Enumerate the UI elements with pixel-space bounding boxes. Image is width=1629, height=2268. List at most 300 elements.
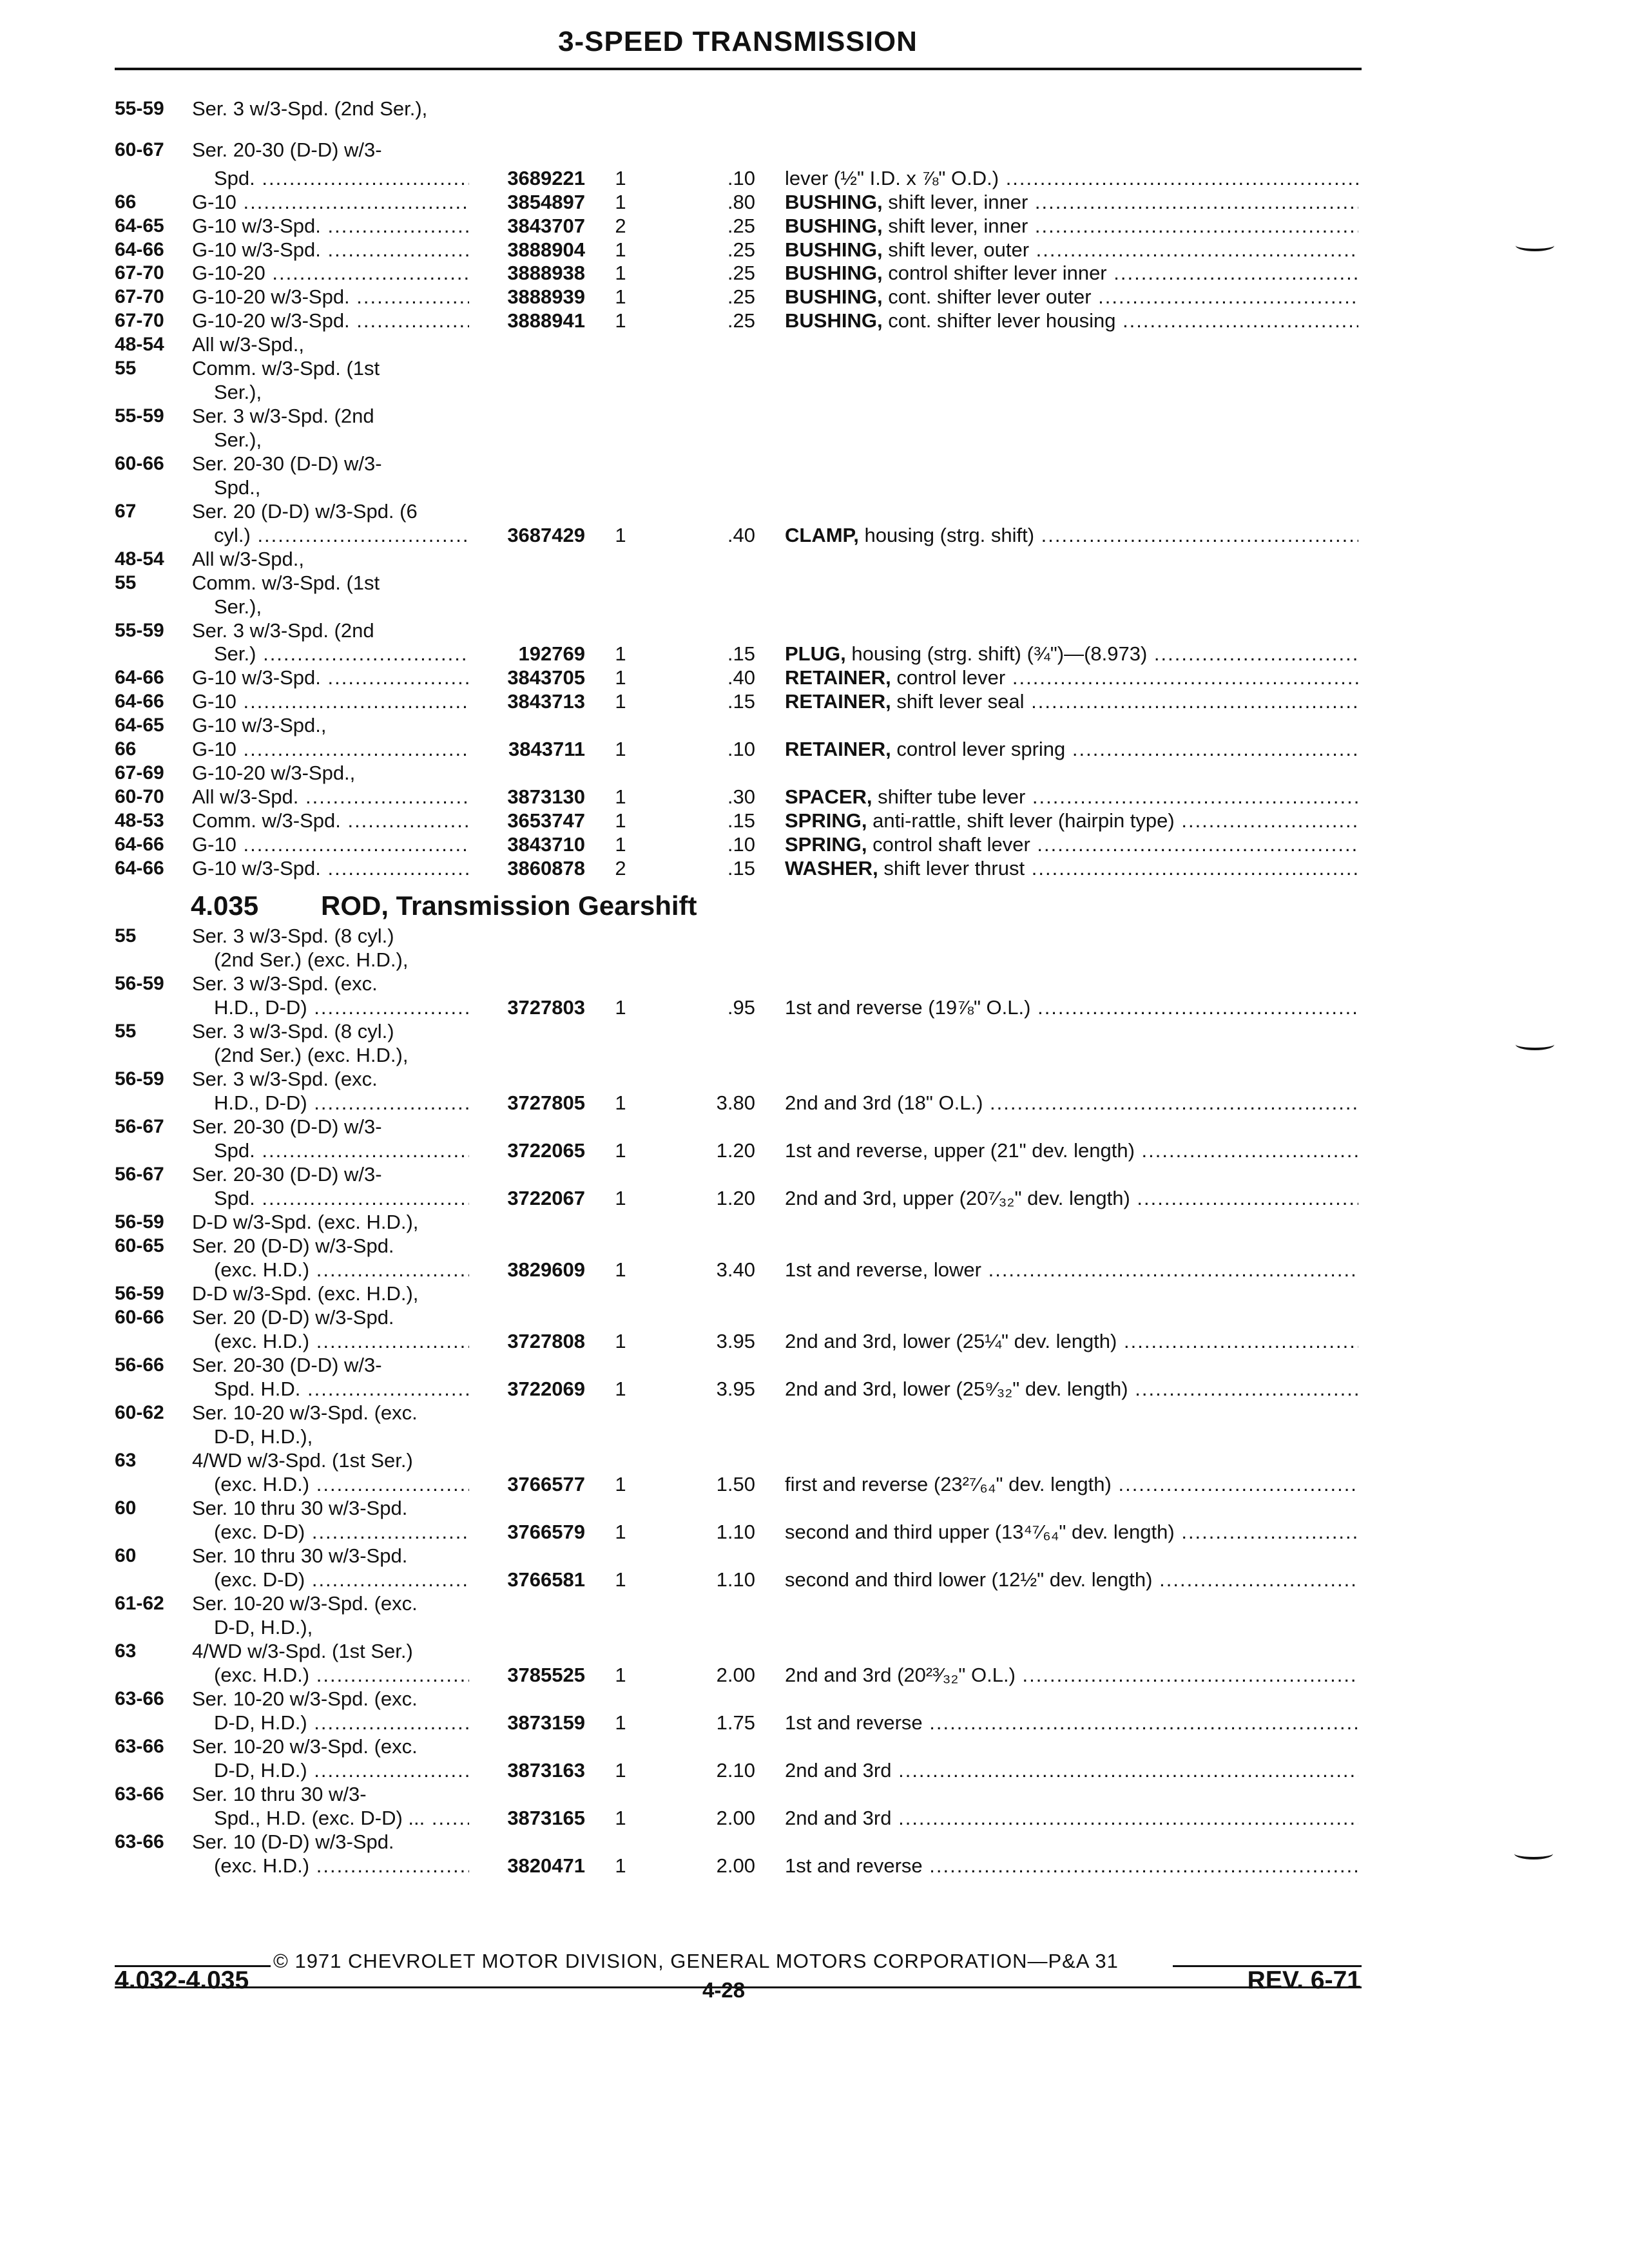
part-number: 3727808 [507,1330,585,1352]
part-name: PLUG, [785,642,846,665]
catalog-row [0,1448,1629,1473]
quantity: 1 [615,1139,626,1162]
application: Spd., H.D. (exc. D-D) ... ..... [214,1806,469,1831]
model-years: 55-59 [115,405,164,427]
application: G-10 w/3-Spd., [192,714,327,736]
model-years: 56-67 [115,1116,164,1137]
quantity: 1 [615,1521,626,1543]
copyright-notice: © 1971 CHEVROLET MOTOR DIVISION, GENERAL MOTORS CORPORATION—P&A 31 [271,1950,1121,1973]
application: Ser. 10-20 w/3-Spd. (exc. [192,1687,418,1710]
application: Ser. 20-30 (D-D) w/3- [192,452,382,475]
model-years: 67-70 [115,286,164,307]
application: G-10-20 w/3-Spd. ..... [192,309,469,333]
application: Ser. 20-30 (D-D) w/3- [192,139,382,161]
part-number: 3860878 [507,857,585,879]
quantity: 1 [615,1187,626,1209]
catalog-row [0,1043,1629,1068]
price: 2.00 [716,1807,755,1829]
catalog-row [0,1806,1629,1831]
application: Ser. 10-20 w/3-Spd. (exc. [192,1401,418,1424]
description-text: shift lever, inner [888,215,1028,237]
application: Ser. 3 w/3-Spd. (8 cyl.) [192,1020,394,1043]
application: D-D, H.D.) ..... [214,1711,469,1735]
part-number: 3766577 [507,1473,585,1495]
part-description [785,689,1358,714]
price: .80 [727,191,755,213]
margin-mark [1514,1848,1553,1860]
part-description [785,1377,1358,1401]
catalog-row [0,523,1629,548]
part-description [785,309,1358,333]
catalog-row [0,1139,1629,1163]
quantity: 1 [615,285,626,308]
catalog-row [0,166,1629,191]
quantity: 1 [615,1330,626,1352]
part-number: 3873130 [507,785,585,808]
part-description [785,190,1358,215]
quantity: 1 [615,238,626,261]
catalog-row [0,404,1629,428]
quantity: 1 [615,1807,626,1829]
model-years: 60-62 [115,1402,164,1423]
catalog-row [0,138,1629,162]
quantity: 1 [615,167,626,189]
application: (exc. H.D.) ..... [214,1258,469,1282]
part-description [785,238,1358,262]
model-years: 56-67 [115,1164,164,1185]
catalog-row [0,1019,1629,1044]
catalog-row [0,1591,1629,1616]
model-years: 64-66 [115,667,164,688]
catalog-row [0,619,1629,643]
application: (exc. D-D) ..... [214,1520,469,1544]
description-text: 1st and reverse, lower [785,1258,981,1281]
model-years: 55-59 [115,98,164,119]
description-text: cont. shifter lever housing [888,309,1116,332]
part-number: 3653747 [507,809,585,832]
catalog-row [0,642,1629,666]
model-years: 60-67 [115,139,164,160]
price: .10 [727,738,755,760]
part-description [785,285,1358,309]
catalog-row [0,1305,1629,1330]
catalog-row [0,356,1629,381]
price: 1.50 [716,1473,755,1495]
catalog-row [0,547,1629,572]
application: Comm. w/3-Spd. (1st [192,357,380,380]
catalog-row [0,1282,1629,1306]
application: Ser. 20 (D-D) w/3-Spd. [192,1306,394,1329]
model-years: 48-54 [115,334,164,355]
description-text: shifter tube lever [878,785,1026,808]
catalog-row [0,499,1629,524]
application: H.D., D-D) ..... [214,995,469,1020]
quantity: 1 [615,785,626,808]
catalog-row [0,1472,1629,1497]
application: (exc. H.D.) ..... [214,1663,469,1687]
price: 3.95 [716,1378,755,1400]
catalog-row [0,1210,1629,1235]
price: .95 [727,996,755,1019]
catalog-row [0,97,1629,121]
application: G-10 w/3-Spd. ..... [192,856,469,881]
part-description [785,1520,1358,1544]
application: (2nd Ser.) (exc. H.D.), [214,948,409,971]
model-years: 64-65 [115,715,164,736]
price: .10 [727,833,755,856]
application: G-10 w/3-Spd. ..... [192,214,469,238]
catalog-row [0,1663,1629,1687]
quantity: 1 [615,1711,626,1734]
margin-mark [1516,1039,1554,1050]
catalog-row [0,948,1629,972]
model-years: 64-66 [115,239,164,260]
description-text: 2nd and 3rd (20²³⁄₃₂" O.L.) [785,1664,1016,1686]
catalog-row [0,856,1629,881]
quantity: 1 [615,191,626,213]
application: (exc. H.D.) ..... [214,1854,469,1878]
application: Ser. 3 w/3-Spd. (exc. [192,1068,378,1090]
catalog-row [0,832,1629,857]
application: Ser. 20-30 (D-D) w/3- [192,1115,382,1138]
price: .25 [727,215,755,237]
part-number: 3843711 [508,738,585,760]
part-number: 3873159 [507,1711,585,1734]
quantity: 1 [615,262,626,284]
part-number: 3873163 [507,1759,585,1782]
part-description [785,995,1358,1020]
application: Ser. 10 (D-D) w/3-Spd. [192,1831,394,1853]
application: Ser. 20-30 (D-D) w/3- [192,1354,382,1376]
description-text: control shifter lever inner [888,262,1107,284]
application: G-10-20 ..... [192,261,469,285]
quantity: 1 [615,1664,626,1686]
price: .40 [727,666,755,689]
application: All w/3-Spd. ..... [192,785,469,809]
part-number: 3888939 [507,285,585,308]
part-name: SPRING, [785,833,867,856]
section-title: ROD, Transmission Gearshift [321,890,697,921]
model-years: 55 [115,925,137,947]
catalog-row [0,1830,1629,1854]
model-years: 60 [115,1497,137,1519]
catalog-row [0,1186,1629,1211]
description-text: housing (strg. shift) [864,524,1035,546]
price: 2.10 [716,1759,755,1782]
application: D-D, H.D.), [214,1616,313,1639]
catalog-row [0,1377,1629,1401]
catalog-row [0,1353,1629,1378]
part-description [785,832,1358,857]
price: 1.10 [716,1521,755,1543]
catalog-row [0,1615,1629,1640]
part-description [785,166,1358,191]
part-number: 3722065 [507,1139,585,1162]
catalog-row [0,476,1629,500]
description-text: second and third upper (13⁴⁷⁄₆₄" dev. length) [785,1521,1175,1543]
catalog-row [0,1758,1629,1783]
part-number: 3854897 [507,191,585,213]
part-name: RETAINER, [785,738,891,760]
description-text: control lever spring [896,738,1066,760]
part-number: 3766581 [507,1568,585,1591]
model-years: 60-70 [115,786,164,807]
catalog-row [0,737,1629,762]
application: Ser. 10 thru 30 w/3-Spd. [192,1497,408,1519]
part-name: RETAINER, [785,666,891,689]
application: G-10 w/3-Spd. ..... [192,666,469,690]
catalog-row [0,1639,1629,1664]
description-text: control lever [896,666,1006,689]
price: .25 [727,285,755,308]
application: Ser. 10-20 w/3-Spd. (exc. [192,1735,418,1758]
catalog-row [0,1401,1629,1425]
application: (exc. D-D) ..... [214,1568,469,1592]
quantity: 1 [615,666,626,689]
model-years: 67-69 [115,762,164,783]
application: D-D, H.D.), [214,1425,313,1448]
part-number: 3820471 [507,1854,585,1877]
application: D-D, H.D.) ..... [214,1758,469,1783]
model-years: 60-66 [115,1307,164,1328]
catalog-row [0,1520,1629,1544]
model-years: 66 [115,191,137,213]
catalog-row [0,1568,1629,1592]
application: Comm. w/3-Spd. (1st [192,572,380,594]
catalog-row [0,666,1629,690]
application: 4/WD w/3-Spd. (1st Ser.) [192,1640,413,1662]
price: .25 [727,309,755,332]
part-description [785,1854,1358,1878]
part-number: 3687429 [507,524,585,546]
part-number: 3722067 [507,1187,585,1209]
price: .15 [727,857,755,879]
catalog-row [0,214,1629,238]
application: Spd., [214,476,261,499]
application: D-D w/3-Spd. (exc. H.D.), [192,1211,419,1233]
section-number: 4.035 [191,890,259,921]
catalog-row [0,995,1629,1020]
part-description [785,214,1358,238]
part-description [785,523,1358,548]
model-years: 67-70 [115,310,164,331]
quantity: 1 [615,690,626,713]
page-title: 3-SPEED TRANSMISSION [558,26,918,57]
description-text: housing (strg. shift) (¾")—(8.973) [851,642,1148,665]
model-years: 56-59 [115,1283,164,1304]
catalog-row [0,1496,1629,1521]
description-text: 1st and reverse [785,1854,923,1877]
application: Ser. 3 w/3-Spd. (2nd [192,405,374,427]
model-years: 56-66 [115,1354,164,1376]
model-years: 63-66 [115,1688,164,1709]
quantity: 1 [615,738,626,760]
application: G-10 ..... [192,832,469,857]
price: .30 [727,785,755,808]
section-heading [191,890,697,924]
model-years: 63-66 [115,1783,164,1805]
model-years: 56-59 [115,1211,164,1233]
part-name: SPACER, [785,785,872,808]
catalog-row [0,238,1629,262]
catalog-row [0,924,1629,948]
price: 1.20 [716,1139,755,1162]
application: Ser.), [214,595,262,618]
quantity: 1 [615,524,626,546]
part-description [785,1663,1358,1687]
part-name: CLAMP, [785,524,859,546]
model-years: 63-66 [115,1736,164,1757]
part-description [785,1711,1358,1735]
catalog-row [0,689,1629,714]
part-name: BUSHING, [785,285,883,308]
catalog-row [0,1782,1629,1807]
part-name: BUSHING, [785,309,883,332]
part-name: BUSHING, [785,238,883,261]
model-years: 61-62 [115,1593,164,1614]
part-number: 3843707 [507,215,585,237]
price: .10 [727,167,755,189]
price: 3.95 [716,1330,755,1352]
part-number: 3843710 [507,833,585,856]
model-years: 63 [115,1640,137,1662]
part-number: 3785525 [507,1664,585,1686]
description-text: 2nd and 3rd, lower (25⁹⁄₃₂" dev. length) [785,1378,1128,1400]
part-name: RETAINER, [785,690,891,713]
application: Ser. 3 w/3-Spd. (8 cyl.) [192,925,394,947]
application: Ser. 3 w/3-Spd. (2nd [192,619,374,642]
model-years: 56-59 [115,973,164,994]
page-number: 4-28 [702,1978,746,2002]
application: Ser. 3 w/3-Spd. (exc. [192,972,378,995]
application: Ser. 20 (D-D) w/3-Spd. [192,1235,394,1257]
catalog-row [0,1258,1629,1282]
description-text: shift lever, outer [888,238,1030,261]
quantity: 1 [615,1759,626,1782]
catalog-row [0,452,1629,476]
application: G-10 w/3-Spd. ..... [192,238,469,262]
part-description [785,737,1358,762]
model-years: 64-66 [115,858,164,879]
catalog-row [0,761,1629,785]
application: Spd. H.D. ..... [214,1377,469,1401]
application: Ser. 10 thru 30 w/3- [192,1783,367,1805]
description-text: 1st and reverse [785,1711,923,1734]
price: 3.80 [716,1091,755,1114]
model-years: 55 [115,1021,137,1042]
catalog-row [0,1711,1629,1735]
part-number: 3843713 [507,690,585,713]
part-number: 3727805 [507,1091,585,1114]
price: .15 [727,642,755,665]
model-years: 56-59 [115,1068,164,1090]
model-years: 67-70 [115,262,164,284]
model-years: 63-66 [115,1831,164,1852]
part-description [785,261,1358,285]
part-name: BUSHING, [785,262,883,284]
catalog-row [0,1115,1629,1139]
price: 1.75 [716,1711,755,1734]
model-years: 64-65 [115,215,164,236]
description-text: shift lever seal [896,690,1025,713]
part-description [785,1329,1358,1354]
application: H.D., D-D) ..... [214,1091,469,1115]
part-description [785,1091,1358,1115]
part-description [785,1186,1358,1211]
description-text: anti-rattle, shift lever (hairpin type) [872,809,1175,832]
price: .40 [727,524,755,546]
application: Ser. 3 w/3-Spd. (2nd Ser.), [192,97,428,120]
description-text: 1st and reverse (19⅞" O.L.) [785,996,1031,1019]
part-description [785,809,1358,833]
description-text: control shaft lever [872,833,1030,856]
catalog-row [0,309,1629,333]
application: Comm. w/3-Spd. ..... [192,809,469,833]
application: All w/3-Spd., [192,548,305,570]
catalog-row [0,809,1629,833]
application: Ser.), [214,381,262,403]
part-name: SPRING, [785,809,867,832]
catalog-row [0,1091,1629,1115]
description-text: 1st and reverse, upper (21" dev. length) [785,1139,1135,1162]
part-number: 192769 [518,642,585,665]
part-description [785,1258,1358,1282]
application: (exc. H.D.) ..... [214,1472,469,1497]
model-years: 60-66 [115,453,164,474]
quantity: 1 [615,833,626,856]
description-text: cont. shifter lever outer [888,285,1092,308]
model-years: 55-59 [115,620,164,641]
description-text: 2nd and 3rd [785,1807,892,1829]
catalog-row [0,1329,1629,1354]
catalog-row [0,1425,1629,1449]
part-description [785,1139,1358,1163]
description-text: first and reverse (23²⁷⁄₆₄" dev. length) [785,1473,1112,1495]
part-description [785,1472,1358,1497]
quantity: 1 [615,996,626,1019]
application: 4/WD w/3-Spd. (1st Ser.) [192,1449,413,1472]
model-years: 55 [115,358,137,379]
quantity: 2 [615,857,626,879]
application: G-10-20 w/3-Spd. ..... [192,285,469,309]
model-years: 48-53 [115,810,164,831]
model-years: 66 [115,738,137,760]
model-years: 63 [115,1450,137,1471]
catalog-row [0,1854,1629,1878]
quantity: 1 [615,1854,626,1877]
application: Spd. ..... [214,1139,469,1163]
catalog-row [0,1544,1629,1568]
application: Spd. ..... [214,166,469,191]
part-number: 3722069 [507,1378,585,1400]
price: 1.20 [716,1187,755,1209]
part-description [785,1568,1358,1592]
section-range: 4.032-4.035 [115,1966,249,1994]
part-number: 3888938 [507,262,585,284]
application: Ser.), [214,428,262,451]
application: Ser. 20 (D-D) w/3-Spd. (6 [192,500,418,523]
part-number: 3843705 [507,666,585,689]
catalog-row [0,190,1629,215]
description-text: lever (½" I.D. x ⅞" O.D.) [785,167,999,189]
model-years: 67 [115,501,137,522]
catalog-row [0,428,1629,452]
application: All w/3-Spd., [192,333,305,356]
application: (exc. H.D.) ..... [214,1329,469,1354]
price: 3.40 [716,1258,755,1281]
application: Ser. 10-20 w/3-Spd. (exc. [192,1592,418,1615]
model-years: 48-54 [115,548,164,570]
